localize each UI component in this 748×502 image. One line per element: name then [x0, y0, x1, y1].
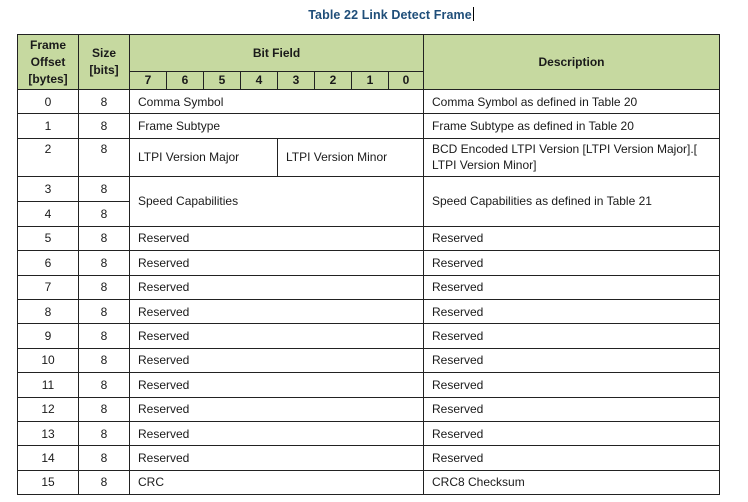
description-cell: Reserved: [424, 299, 720, 323]
offset-cell: 14: [18, 446, 79, 470]
header-size-line: Size: [91, 46, 116, 60]
size-cell: 8: [79, 201, 130, 226]
table-row: [18, 348, 720, 372]
bit-0: 0: [389, 72, 424, 90]
bit-2: 2: [315, 72, 352, 90]
table-row: [18, 176, 720, 201]
field-cell: Reserved: [130, 324, 424, 348]
table-row: [18, 446, 720, 470]
header-description: Description: [424, 35, 720, 90]
offset-cell: 0: [18, 90, 79, 114]
header-size-line: [bits]: [89, 63, 119, 77]
offset-cell: 6: [18, 251, 79, 275]
offset-cell: 13: [18, 421, 79, 445]
field-cell: CRC: [130, 470, 424, 494]
offset-cell: 15: [18, 470, 79, 494]
field-cell: Comma Symbol: [130, 90, 424, 114]
offset-cell: 7: [18, 275, 79, 299]
field-cell: Reserved: [130, 299, 424, 323]
description-cell: Reserved: [424, 324, 720, 348]
description-cell: Reserved: [424, 373, 720, 397]
description-cell: Reserved: [424, 251, 720, 275]
size-cell: 8: [79, 176, 130, 201]
link-detect-frame-table: [17, 34, 720, 495]
size-cell: 8: [79, 470, 130, 494]
size-cell: 8: [79, 324, 130, 348]
offset-cell: 1: [18, 114, 79, 138]
description-cell: Reserved: [424, 446, 720, 470]
field-cell: Reserved: [130, 348, 424, 372]
field-cell: Reserved: [130, 397, 424, 421]
size-cell: 8: [79, 138, 130, 176]
size-cell: 8: [79, 421, 130, 445]
field-cell-version-major: LTPI Version Major: [130, 138, 278, 176]
field-cell: Reserved: [130, 275, 424, 299]
field-cell-version-minor: LTPI Version Minor: [278, 138, 424, 176]
field-cell: Reserved: [130, 446, 424, 470]
header-bit-field: Bit Field: [130, 35, 424, 72]
field-cell: Reserved: [130, 421, 424, 445]
table-row: [18, 138, 720, 176]
offset-cell: 8: [18, 299, 79, 323]
table-row: [18, 90, 720, 114]
table-row: [18, 226, 720, 250]
table-row: [18, 421, 720, 445]
table-row: [18, 299, 720, 323]
offset-cell: 11: [18, 373, 79, 397]
description-cell: Speed Capabilities as defined in Table 21: [424, 176, 720, 226]
bit-3: 3: [278, 72, 315, 90]
offset-cell: 12: [18, 397, 79, 421]
header-offset-line: Offset: [30, 54, 66, 69]
offset-cell: 5: [18, 226, 79, 250]
size-cell: 8: [79, 397, 130, 421]
bit-6: 6: [167, 72, 204, 90]
bit-1: 1: [352, 72, 389, 90]
offset-cell: 2: [18, 138, 79, 176]
bit-5: 5: [204, 72, 241, 90]
table-row: [18, 114, 720, 138]
table-row: [18, 470, 720, 494]
header-offset-line: [bytes]: [28, 71, 68, 86]
size-cell: 8: [79, 348, 130, 372]
bit-4: 4: [241, 72, 278, 90]
size-cell: 8: [79, 299, 130, 323]
field-cell: Frame Subtype: [130, 114, 424, 138]
description-cell: Reserved: [424, 348, 720, 372]
field-cell: Reserved: [130, 251, 424, 275]
field-cell: Reserved: [130, 226, 424, 250]
size-cell: 8: [79, 90, 130, 114]
size-cell: 8: [79, 446, 130, 470]
description-cell: BCD Encoded LTPI Version [LTPI Version Major].[ LTPI Version Minor]: [424, 138, 720, 176]
size-cell: 8: [79, 275, 130, 299]
description-cell: Reserved: [424, 275, 720, 299]
description-cell: Comma Symbol as defined in Table 20: [424, 90, 720, 114]
size-cell: 8: [79, 114, 130, 138]
table-caption: [0, 7, 748, 22]
description-cell: Reserved: [424, 421, 720, 445]
caption-text: Table 22 Link Detect Frame: [308, 8, 472, 22]
offset-cell: 4: [18, 201, 79, 226]
header-size: [79, 35, 130, 90]
header-frame-offset: [18, 35, 79, 90]
offset-cell: 3: [18, 176, 79, 201]
text-cursor: [473, 7, 474, 21]
offset-cell: 10: [18, 348, 79, 372]
table-row: [18, 324, 720, 348]
description-cell: Reserved: [424, 397, 720, 421]
table-row: [18, 373, 720, 397]
description-cell: Reserved: [424, 226, 720, 250]
header-row: [18, 35, 720, 72]
description-cell: CRC8 Checksum: [424, 470, 720, 494]
offset-cell: 9: [18, 324, 79, 348]
size-cell: 8: [79, 251, 130, 275]
size-cell: 8: [79, 373, 130, 397]
header-offset-line: Frame: [29, 37, 67, 52]
size-cell: 8: [79, 226, 130, 250]
field-cell: Speed Capabilities: [130, 176, 424, 226]
table-row: [18, 251, 720, 275]
description-cell: Frame Subtype as defined in Table 20: [424, 114, 720, 138]
table-row: [18, 397, 720, 421]
table-row: [18, 275, 720, 299]
field-cell: Reserved: [130, 373, 424, 397]
bit-7: 7: [130, 72, 167, 90]
